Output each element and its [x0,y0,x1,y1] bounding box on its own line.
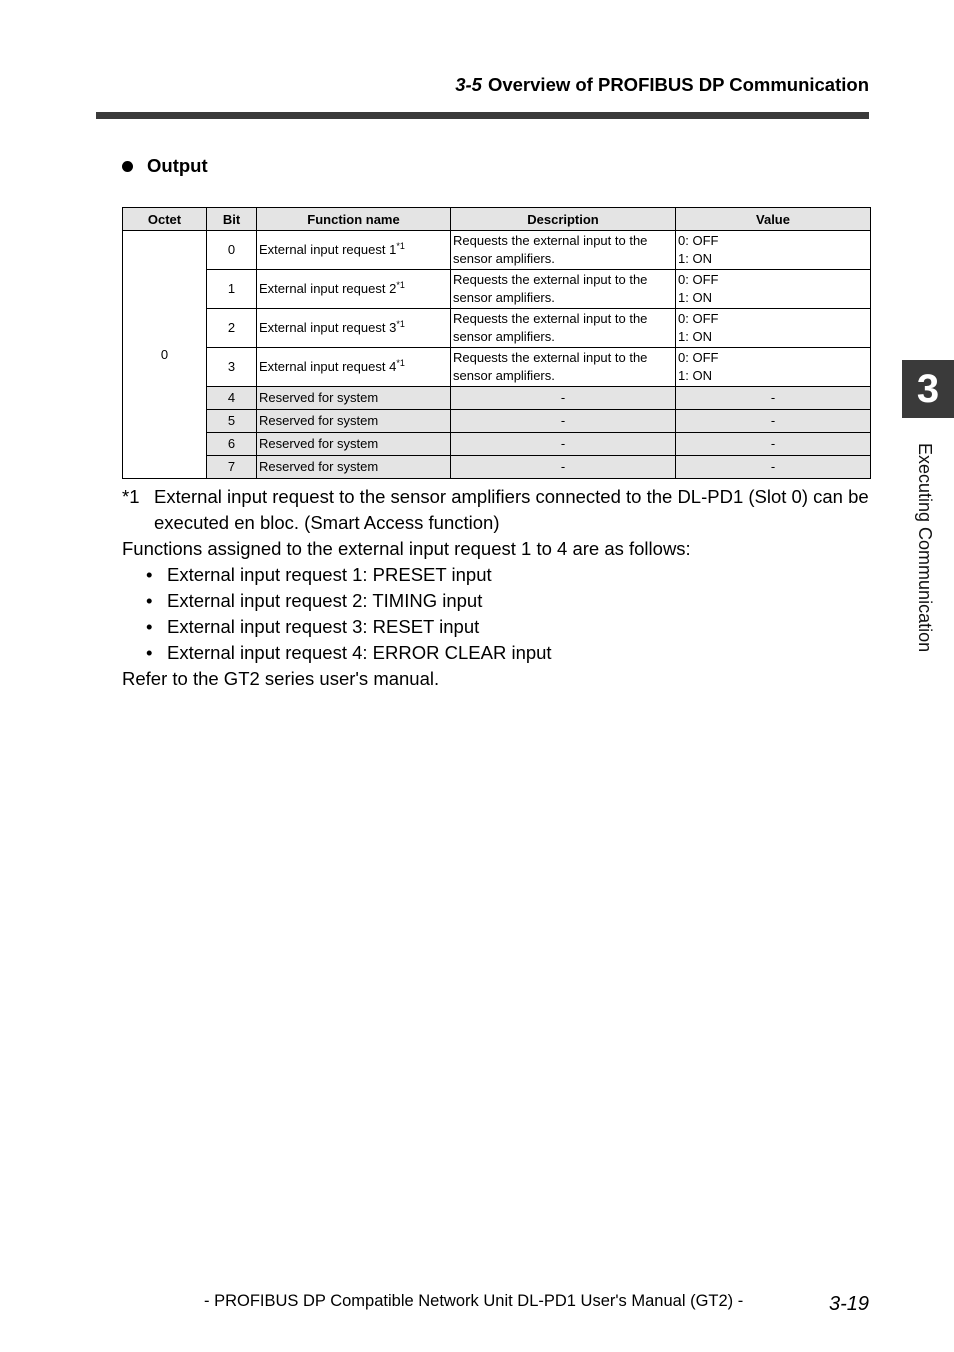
section-number: 3-5 [455,74,482,95]
value-cell: 0: OFF 1: ON [676,270,871,309]
bit-cell: 7 [207,456,257,479]
table-header-row [123,208,871,231]
notes [122,484,882,692]
value-cell: - [676,433,871,456]
footnote-text: External input request to the sensor amplifiers connected to the DL-PD1 (Slot 0) can be executed en bloc. (Smart Access function) [154,486,869,533]
list-item: • External input request 1: PRESET input [146,564,492,585]
bit-cell: 4 [207,387,257,410]
table-row [123,456,871,479]
description-cell: Requests the external input to the sensor amplifiers. [451,231,676,270]
bit-cell: 0 [207,231,257,270]
function-name-cell: Reserved for system [257,456,451,479]
function-name-cell: External input request 3$^{*1}$ [257,309,451,348]
table-row [123,387,871,410]
notes-intro: Functions assigned to the external input request 1 to 4 are as follows: [122,538,691,559]
table-row [123,410,871,433]
column-header-octet: Octet [123,208,207,231]
list-item: • External input request 3: RESET input [146,616,480,637]
column-header-description: Description [451,208,676,231]
function-name-cell: Reserved for system [257,433,451,456]
column-header-value: Value [676,208,871,231]
description-cell: - [451,387,676,410]
value-cell: - [676,456,871,479]
description-cell: - [451,433,676,456]
octet-cell: 0 [123,231,207,479]
function-name-cell: Reserved for system [257,387,451,410]
list-item: • External input request 2: TIMING input [146,590,483,611]
description-cell: - [451,456,676,479]
function-name-cell: Reserved for system [257,410,451,433]
footer-manual-title: - PROFIBUS DP Compatible Network Unit DL-PD1 User's Manual (GT2) - [204,1292,744,1310]
value-cell: - [676,387,871,410]
value-cell: 0: OFF 1: ON [676,231,871,270]
chapter-tab: 3 [902,360,954,418]
section-title: Overview of PROFIBUS DP Communication [487,74,869,95]
bit-cell: 2 [207,309,257,348]
function-name-cell: External input request 2$^{*1}$ [257,270,451,309]
chapter-side-label: Executing Communication [915,443,935,653]
function-name-cell: External input request 1$^{*1}$ [257,231,451,270]
section-header [455,74,869,96]
description-cell: Requests the external input to the sensor amplifiers. [451,309,676,348]
table-row [123,348,871,387]
description-cell: Requests the external input to the sensor amplifiers. [451,348,676,387]
value-cell: 0: OFF 1: ON [676,348,871,387]
column-header-function-name: Function name [257,208,451,231]
table-row [123,270,871,309]
output-heading [122,155,208,177]
header-rule [96,112,869,119]
footnote [122,484,882,536]
output-table [122,207,871,479]
footnote-mark: *1 [122,486,140,507]
page-number: 3-19 [828,1293,869,1315]
bit-cell: 6 [207,433,257,456]
column-header-bit: Bit [207,208,257,231]
description-cell: - [451,410,676,433]
output-heading-label: Output [147,155,208,176]
table-row [123,231,871,270]
bit-cell: 5 [207,410,257,433]
list-item: • External input request 4: ERROR CLEAR input [146,642,552,663]
function-name-cell: External input request 4$^{*1}$ [257,348,451,387]
request-function-list [122,562,882,666]
table-row [123,433,871,456]
table-row [123,309,871,348]
value-cell: - [676,410,871,433]
bullet-dot-icon [122,161,133,172]
value-cell: 0: OFF 1: ON [676,309,871,348]
bit-cell: 3 [207,348,257,387]
bit-cell: 1 [207,270,257,309]
notes-closing: Refer to the GT2 series user's manual. [122,668,440,689]
description-cell: Requests the external input to the sensor amplifiers. [451,270,676,309]
